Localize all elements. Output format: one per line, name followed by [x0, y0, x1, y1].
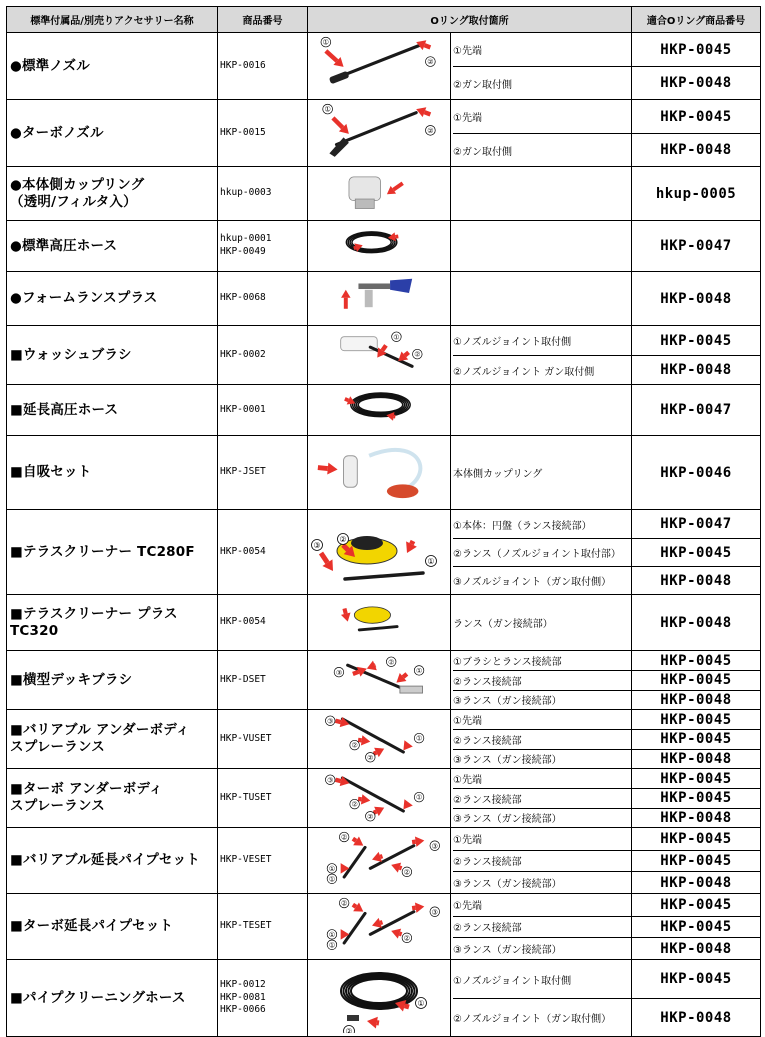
- o-ring-location-entry: ランス（ガン接続部）: [453, 595, 631, 650]
- o-ring-location-entry: ③ランス（ガン接続部）: [453, 808, 631, 827]
- product-code-cell: [218, 510, 308, 595]
- o-ring-location: [451, 326, 632, 385]
- table-row: [7, 436, 761, 510]
- compatible-o-ring: [632, 436, 761, 510]
- product-code-cell: [218, 960, 308, 1037]
- compatible-o-ring: [632, 510, 761, 595]
- compatible-o-ring-entry: HKP-0047: [632, 510, 760, 538]
- compatible-o-ring-entry: HKP-0048: [632, 355, 760, 384]
- o-ring-location-entry: ①先端: [453, 894, 631, 916]
- compatible-o-ring-entry: HKP-0048: [632, 690, 760, 709]
- product-code: HKP-0016: [220, 60, 307, 73]
- accessory-name: ■ターボ延長パイプセット: [7, 894, 218, 960]
- coupling-image: [308, 167, 451, 221]
- o-ring-location-entry: ③ノズルジョイント（ガン取付側）: [453, 566, 631, 594]
- accessory-name: ■延長高圧ホース: [7, 385, 218, 436]
- product-code: HKP-0002: [220, 349, 307, 362]
- turbo-underbody-lance-image: [308, 769, 451, 828]
- o-ring-location: [451, 385, 632, 436]
- compatible-o-ring: [632, 385, 761, 436]
- table-row: [7, 100, 761, 167]
- o-ring-location: [451, 828, 632, 894]
- o-ring-location: [451, 167, 632, 221]
- product-code-cell: [218, 272, 308, 326]
- svg-text:②: ②: [414, 351, 420, 359]
- o-ring-location: [451, 894, 632, 960]
- o-ring-location-entry: ②ランス接続部: [453, 729, 631, 748]
- compatible-o-ring: [632, 769, 761, 828]
- product-code: HKP-0081: [220, 992, 307, 1005]
- o-ring-location-entry: ②ランス（ノズルジョイント取付部）: [453, 538, 631, 566]
- terrace-cleaner-image: [308, 510, 451, 595]
- accessory-name: ■ターボ アンダーボディ スプレーランス: [7, 769, 218, 828]
- svg-text:③: ③: [327, 776, 333, 784]
- compatible-o-ring-entry: HKP-0045: [632, 916, 760, 938]
- compatible-o-ring-entry: HKP-0048: [632, 595, 760, 650]
- svg-text:②: ②: [367, 754, 373, 762]
- accessory-name: ■自吸セット: [7, 436, 218, 510]
- accessory-name: ■パイプクリーニングホース: [7, 960, 218, 1037]
- o-ring-location-entry: ①ブラシとランス接続部: [453, 651, 631, 670]
- compatible-o-ring-entry: HKP-0048: [632, 749, 760, 768]
- compatible-o-ring: [632, 33, 761, 100]
- compatible-o-ring-entry: HKP-0048: [632, 808, 760, 827]
- accessory-name: ■ウォッシュブラシ: [7, 326, 218, 385]
- svg-text:①: ①: [324, 105, 330, 114]
- compatible-o-ring: [632, 710, 761, 769]
- product-code: HKP-DSET: [220, 674, 307, 687]
- compatible-o-ring-entry: HKP-0045: [632, 670, 760, 689]
- o-ring-location-entry: ①先端: [453, 710, 631, 729]
- compatible-o-ring-entry: HKP-0045: [632, 651, 760, 670]
- turbo-extension-pipe-image: [308, 894, 451, 960]
- o-ring-location-entry: ②ランス接続部: [453, 788, 631, 807]
- svg-text:②: ②: [351, 801, 357, 809]
- product-code: HKP-0054: [220, 616, 307, 629]
- compatible-o-ring-entry: HKP-0047: [632, 221, 760, 271]
- header-compatible-o-ring: 適合Oリング商品番号: [632, 7, 761, 33]
- compatible-o-ring-entry: HKP-0045: [632, 326, 760, 355]
- compatible-o-ring: [632, 595, 761, 651]
- accessory-name: ●本体側カップリング （透明/フィルタ入）: [7, 167, 218, 221]
- o-ring-location: [451, 221, 632, 272]
- high-pressure-hose-image: [308, 221, 451, 272]
- compatible-o-ring-entry: HKP-0046: [632, 436, 760, 509]
- compatible-o-ring-entry: HKP-0048: [632, 272, 760, 325]
- o-ring-location-entry: ①本体：円盤（ランス接続部）: [453, 510, 631, 538]
- compatible-o-ring-entry: HKP-0045: [632, 788, 760, 807]
- header-row: [7, 7, 761, 33]
- product-code-cell: [218, 651, 308, 710]
- compatible-o-ring: [632, 272, 761, 326]
- svg-text:①: ①: [329, 875, 335, 883]
- table-row: [7, 960, 761, 1037]
- accessory-name: ■バリアブル延長パイプセット: [7, 828, 218, 894]
- compatible-o-ring-entry: HKP-0045: [632, 769, 760, 788]
- compatible-o-ring: [632, 960, 761, 1037]
- compatible-o-ring-entry: HKP-0045: [632, 33, 760, 66]
- compatible-o-ring: [632, 100, 761, 167]
- product-code: HKP-VESET: [220, 854, 307, 867]
- product-code-cell: [218, 221, 308, 272]
- table-row: [7, 510, 761, 595]
- table-row: [7, 894, 761, 960]
- compatible-o-ring-entry: HKP-0045: [632, 828, 760, 850]
- table-row: [7, 651, 761, 710]
- product-code-cell: [218, 326, 308, 385]
- header-o-ring-location: Oリング取付箇所: [308, 7, 632, 33]
- product-code: hkup-0003: [220, 187, 307, 200]
- svg-text:①: ①: [416, 794, 422, 802]
- product-code: HKP-0066: [220, 1004, 307, 1017]
- product-code: HKP-0054: [220, 546, 307, 559]
- svg-text:①: ①: [329, 865, 335, 873]
- compatible-o-ring: [632, 651, 761, 710]
- product-code-cell: [218, 100, 308, 167]
- product-code: HKP-0012: [220, 979, 307, 992]
- svg-text:③: ③: [336, 669, 342, 677]
- product-code-cell: [218, 710, 308, 769]
- o-ring-location-entry: ①先端: [453, 33, 631, 66]
- compatible-o-ring-entry: HKP-0048: [632, 998, 760, 1036]
- o-ring-location-entry: ①先端: [453, 769, 631, 788]
- svg-text:①: ①: [393, 333, 399, 341]
- table-row: [7, 769, 761, 828]
- svg-text:①: ①: [427, 557, 434, 566]
- product-code-cell: [218, 385, 308, 436]
- o-ring-location: [451, 33, 632, 100]
- table-row: [7, 221, 761, 272]
- compatible-o-ring-entry: HKP-0045: [632, 100, 760, 133]
- compatible-o-ring-entry: HKP-0048: [632, 937, 760, 959]
- compatible-o-ring: [632, 167, 761, 221]
- table-row: [7, 385, 761, 436]
- product-code-cell: [218, 33, 308, 100]
- table-row: [7, 326, 761, 385]
- o-ring-location: [451, 510, 632, 595]
- o-ring-location: [451, 595, 632, 651]
- product-code: HKP-JSET: [220, 466, 307, 479]
- pipe-cleaning-hose-image: [308, 960, 451, 1037]
- o-ring-location-entry: ①先端: [453, 100, 631, 133]
- o-ring-location-entry: [453, 385, 631, 435]
- svg-text:①: ①: [329, 941, 335, 949]
- svg-text:③: ③: [432, 842, 438, 850]
- compatible-o-ring-entry: HKP-0045: [632, 538, 760, 566]
- product-code-cell: [218, 167, 308, 221]
- table-row: [7, 33, 761, 100]
- compatible-o-ring-entry: HKP-0045: [632, 850, 760, 872]
- product-code: HKP-0001: [220, 404, 307, 417]
- svg-text:③: ③: [313, 541, 320, 550]
- compatible-o-ring-entry: HKP-0045: [632, 729, 760, 748]
- extension-hose-image: [308, 385, 451, 436]
- svg-text:②: ②: [339, 535, 346, 544]
- o-ring-location-entry: ③ランス（ガン接続部）: [453, 937, 631, 959]
- svg-text:②: ②: [367, 813, 373, 821]
- table-row: [7, 828, 761, 894]
- table-row: [7, 710, 761, 769]
- o-ring-location: [451, 960, 632, 1037]
- accessory-name: ●ターボノズル: [7, 100, 218, 167]
- accessory-name: ■バリアブル アンダーボディ スプレーランス: [7, 710, 218, 769]
- standard-nozzle-image: [308, 33, 451, 100]
- svg-text:③: ③: [432, 908, 438, 916]
- accessory-name: ●フォームランスプラス: [7, 272, 218, 326]
- accessory-name: ■横型デッキブラシ: [7, 651, 218, 710]
- table-row: [7, 595, 761, 651]
- compatible-o-ring-entry: HKP-0048: [632, 66, 760, 99]
- product-code-cell: [218, 436, 308, 510]
- compatible-o-ring-entry: HKP-0048: [632, 133, 760, 166]
- accessory-name: ■テラスクリーナー TC280F: [7, 510, 218, 595]
- compatible-o-ring-entry: HKP-0045: [632, 894, 760, 916]
- product-code-cell: [218, 769, 308, 828]
- o-ring-location: [451, 272, 632, 326]
- compatible-o-ring: [632, 828, 761, 894]
- product-code: hkup-0001: [220, 233, 307, 246]
- variable-extension-pipe-image: [308, 828, 451, 894]
- product-code-cell: [218, 595, 308, 651]
- svg-text:①: ①: [329, 931, 335, 939]
- deck-brush-image: [308, 651, 451, 710]
- o-ring-location: [451, 710, 632, 769]
- o-ring-location-entry: ②ランス接続部: [453, 916, 631, 938]
- o-ring-location-entry: ①ノズルジョイント取付側: [453, 326, 631, 355]
- compatible-o-ring-entry: HKP-0045: [632, 960, 760, 998]
- svg-text:②: ②: [341, 834, 347, 842]
- product-code-cell: [218, 894, 308, 960]
- o-ring-location: [451, 651, 632, 710]
- svg-text:②: ②: [404, 868, 410, 876]
- o-ring-location-entry: ①ノズルジョイント取付側: [453, 960, 631, 998]
- o-ring-location: [451, 769, 632, 828]
- o-ring-location-entry: 本体側カップリング: [453, 436, 631, 509]
- o-ring-compatibility-table: [6, 6, 761, 1037]
- o-ring-location: [451, 436, 632, 510]
- compatible-o-ring-entry: hkup-0005: [632, 167, 760, 220]
- svg-text:②: ②: [388, 658, 394, 666]
- product-code: HKP-VUSET: [220, 733, 307, 746]
- svg-text:②: ②: [351, 742, 357, 750]
- o-ring-location-entry: ②ランス接続部: [453, 850, 631, 872]
- o-ring-location-entry: ②ノズルジョイント（ガン取付側）: [453, 998, 631, 1036]
- o-ring-location: [451, 100, 632, 167]
- svg-text:②: ②: [341, 900, 347, 908]
- svg-text:①: ①: [416, 735, 422, 743]
- o-ring-location-entry: ②ノズルジョイント ガン取付側: [453, 355, 631, 384]
- product-code: HKP-TESET: [220, 920, 307, 933]
- o-ring-location-entry: [453, 221, 631, 271]
- svg-text:①: ①: [323, 38, 329, 47]
- accessory-name: ●標準ノズル: [7, 33, 218, 100]
- o-ring-location-entry: [453, 272, 631, 325]
- o-ring-location-entry: ②ガン取付側: [453, 133, 631, 166]
- o-ring-location-entry: ②ランス接続部: [453, 670, 631, 689]
- product-code: HKP-0068: [220, 292, 307, 305]
- o-ring-location-entry: ②ガン取付側: [453, 66, 631, 99]
- product-code: HKP-TUSET: [220, 792, 307, 805]
- suction-set-image: [308, 436, 451, 510]
- o-ring-location-entry: [453, 167, 631, 220]
- turbo-nozzle-image: [308, 100, 451, 167]
- table-row: [7, 272, 761, 326]
- product-code-cell: [218, 828, 308, 894]
- svg-text:②: ②: [427, 126, 433, 135]
- header-product-code: 商品番号: [218, 7, 308, 33]
- svg-text:②: ②: [345, 1027, 352, 1033]
- header-accessory-name: 標準付属品/別売りアクセサリー名称: [7, 7, 218, 33]
- svg-text:②: ②: [404, 934, 410, 942]
- compatible-o-ring-entry: HKP-0045: [632, 710, 760, 729]
- product-code: HKP-0049: [220, 246, 307, 259]
- accessory-name: ●標準高圧ホース: [7, 221, 218, 272]
- svg-text:①: ①: [417, 999, 424, 1008]
- compatible-o-ring-entry: HKP-0047: [632, 385, 760, 435]
- variable-underbody-lance-image: [308, 710, 451, 769]
- o-ring-location-entry: ③ランス（ガン接続部）: [453, 749, 631, 768]
- terrace-cleaner-plus-image: [308, 595, 451, 651]
- compatible-o-ring: [632, 221, 761, 272]
- product-code: HKP-0015: [220, 127, 307, 140]
- wash-brush-image: [308, 326, 451, 385]
- o-ring-location-entry: ①先端: [453, 828, 631, 850]
- compatible-o-ring: [632, 326, 761, 385]
- foam-lance-image: [308, 272, 451, 326]
- table-row: [7, 167, 761, 221]
- accessory-name: ■テラスクリーナー プラス TC320: [7, 595, 218, 651]
- o-ring-location-entry: ③ランス（ガン接続部）: [453, 871, 631, 893]
- compatible-o-ring-entry: HKP-0048: [632, 566, 760, 594]
- svg-text:②: ②: [427, 57, 433, 66]
- o-ring-location-entry: ③ランス（ガン接続部）: [453, 690, 631, 709]
- compatible-o-ring: [632, 894, 761, 960]
- svg-text:③: ③: [327, 717, 333, 725]
- svg-text:①: ①: [416, 667, 422, 675]
- compatible-o-ring-entry: HKP-0048: [632, 871, 760, 893]
